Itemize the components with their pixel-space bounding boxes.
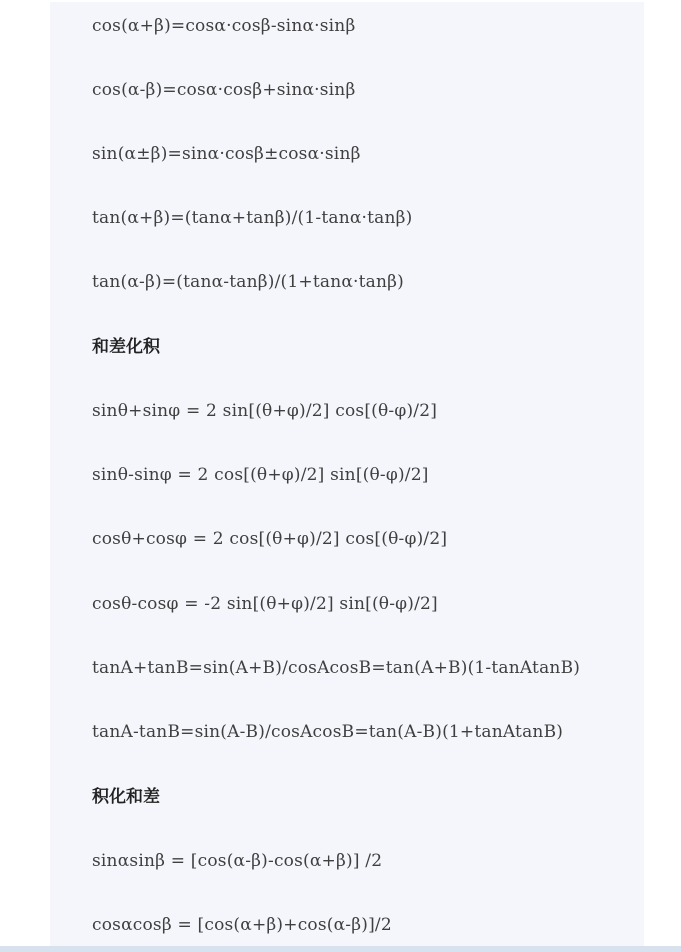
formula-sin-times-sin: sinαsinβ = [cos(α-β)-cos(α+β)] /2 [92, 851, 383, 871]
formula-tan-minus-tan: tanA-tanB=sin(A-B)/cosAcosB=tan(A-B)(1+tanAtanB) [92, 722, 564, 742]
formula-cos-plus-cos: cosθ+cosφ = 2 cos[(θ+φ)/2] cos[(θ-φ)/2] [92, 529, 448, 549]
formula-tan-difference: tan(α-β)=(tanα-tanβ)/(1+tanα·tanβ) [92, 272, 405, 292]
formula-sin-minus-sin: sinθ-sinφ = 2 cos[(θ+φ)/2] sin[(θ-φ)/2] [92, 465, 429, 485]
section-heading-sum-to-product: 和差化积 [92, 337, 160, 357]
bottom-divider [0, 946, 681, 952]
formula-sin-sum-difference: sin(α±β)=sinα·cosβ±cosα·sinβ [92, 144, 361, 164]
formula-cos-difference: cos(α-β)=cosα·cosβ+sinα·sinβ [92, 80, 356, 100]
formula-tan-plus-tan: tanA+tanB=sin(A+B)/cosAcosB=tan(A+B)(1-tanAtanB) [92, 658, 581, 678]
section-heading-product-to-sum: 积化和差 [92, 787, 160, 807]
formula-sin-plus-sin: sinθ+sinφ = 2 sin[(θ+φ)/2] cos[(θ-φ)/2] [92, 401, 438, 421]
formula-cos-times-cos: cosαcosβ = [cos(α+β)+cos(α-β)]/2 [92, 915, 392, 935]
formula-cos-sum: cos(α+β)=cosα·cosβ-sinα·sinβ [92, 16, 356, 36]
formula-tan-sum: tan(α+β)=(tanα+tanβ)/(1-tanα·tanβ) [92, 208, 413, 228]
formula-cos-minus-cos: cosθ-cosφ = -2 sin[(θ+φ)/2] sin[(θ-φ)/2] [92, 594, 438, 614]
